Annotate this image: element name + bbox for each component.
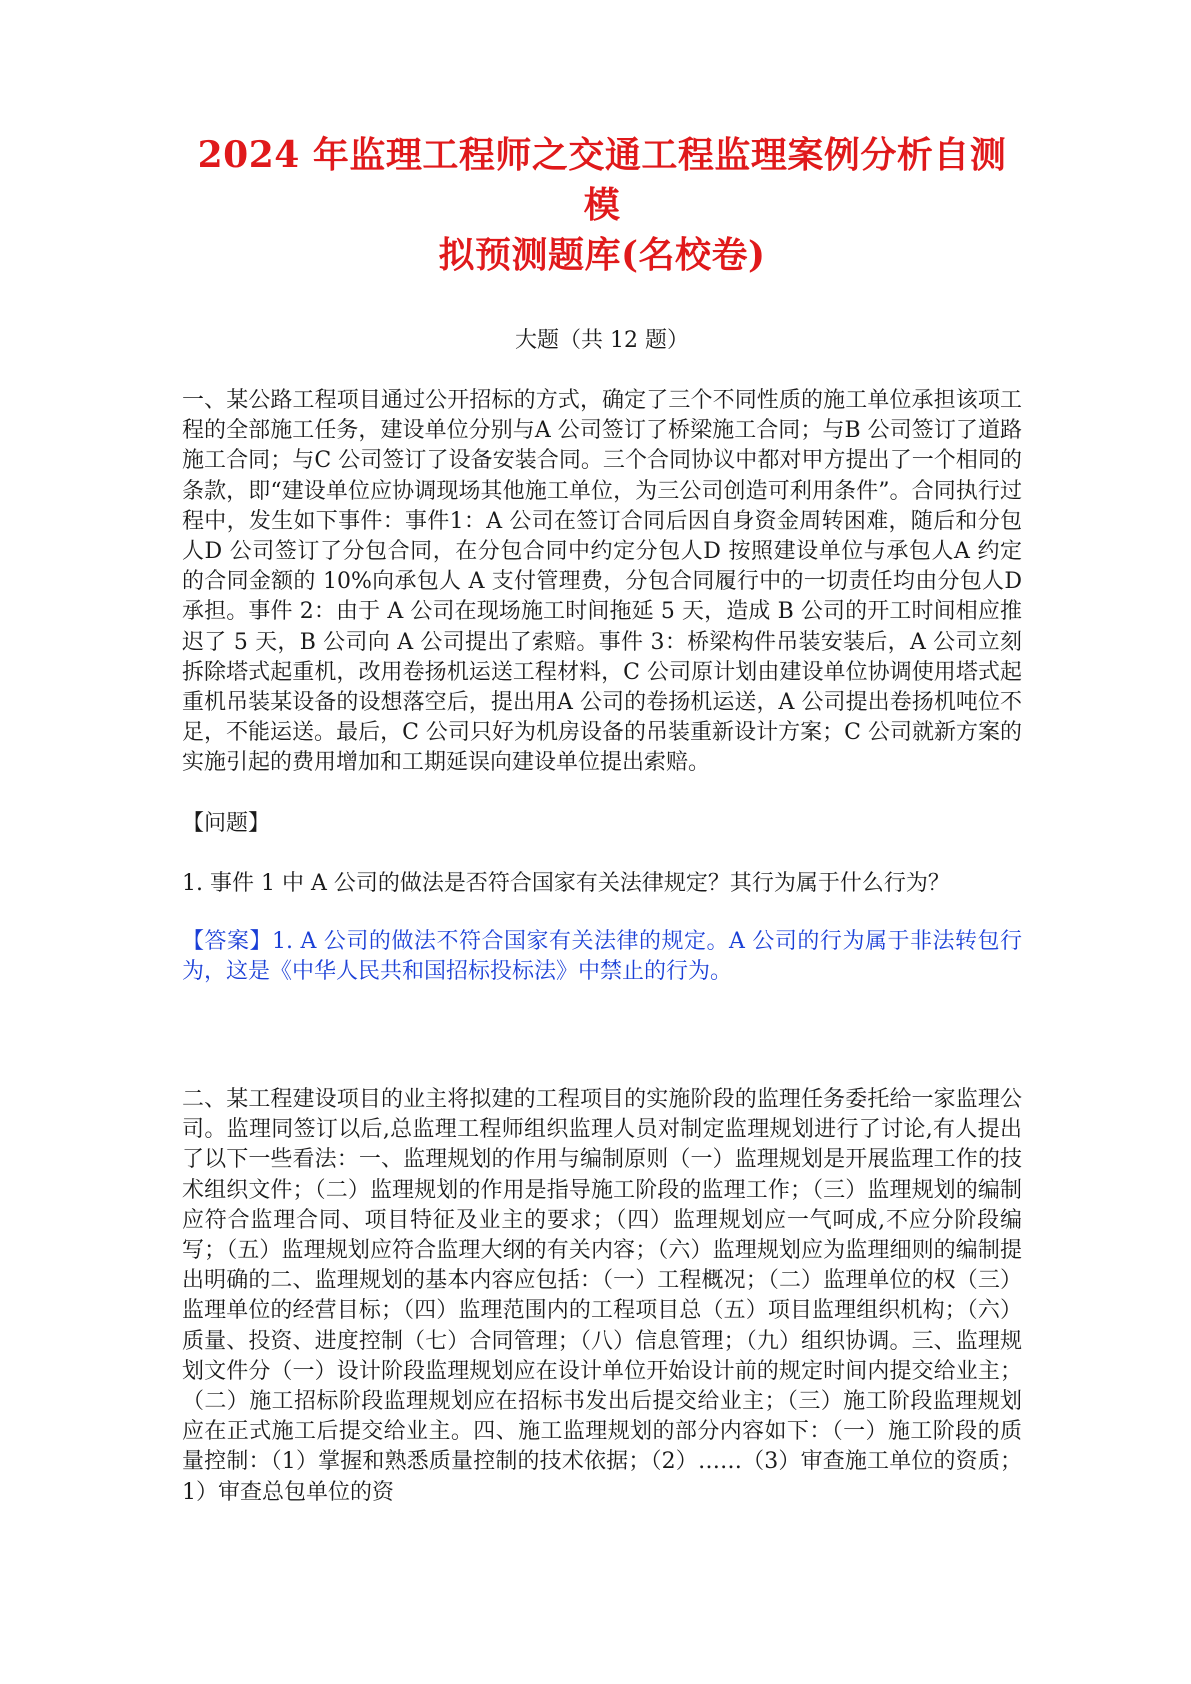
answer-text: 1. A 公司的做法不符合国家有关法律的规定。A 公司的行为属于非法转包行为，这是《中华人民共和国招标投标法》中禁止的行为。 [182, 928, 1022, 984]
question-block-2 [182, 1085, 1022, 1508]
document-page [182, 130, 1022, 1508]
document-title [182, 130, 1022, 280]
document-title-line2: 拟预测题库(名校卷) [438, 234, 766, 276]
question-2-text: 二、某工程建设项目的业主将拟建的工程项目的实施阶段的监理任务委托给一家监理公司。监理同签订以后,总监理工程师组织监理人员对制定监理规划进行了讨论,有人提出了以下一些看法：一、监理规划的作用与编制原则（一）监理规划是开展监理工作的技术组织文件；（二）监理规划的作用是指导施工阶段的监理工作；（三）监理规划的编制应符合监理合同、项目特征及业主的要求；（四）监理规划应一气呵成,不应分阶段编写；（五）监理规划应符合监理大纲的有关内容；（六）监理规划应为监理细则的编制提出明确的二、监理规划的基本内容应包括：（一）工程概况；（二）监理单位的权（三）监理单位的经营目标；（四）监理范围内的工程项目总（五）项目监理组织机构；（六）质量、投资、进度控制（七）合同管理；（八）信息管理；（九）组织协调。三、监理规划文件分（一）设计阶段监理规划应在设计单位开始设计前的规定时间内提交给业主；（二）施工招标阶段监理规划应在招标书发出后提交给业主；（三）施工阶段监理规划应在正式施工后提交给业主。四、施工监理规划的部分内容如下：（一）施工阶段的质量控制：（1）掌握和熟悉质量控制的技术依据；（2）……（3）审查施工单位的资质；1）审查总包单位的资 [182, 1087, 1022, 1505]
question-1-tag: 【问题】 [182, 810, 271, 836]
question-block-1 [182, 386, 1022, 987]
question-1-item: 1. 事件 1 中 A 公司的做法是否符合国家有关法律规定？其行为属于什么行为？ [182, 870, 950, 896]
question-1-answer [182, 927, 1022, 987]
answer-label: 【答案】 [182, 928, 273, 954]
question-1-text: 一、某公路工程项目通过公开招标的方式，确定了三个不同性质的施工单位承担该项工程的全部施工任务，建设单位分别与A 公司签订了桥梁施工合同；与B 公司签订了道路施工合同；与C 公司签订了设备安装合同。三个合同协议中都对甲方提出了一个相同的条款，即“建设单位应协调现场其他施工单位，为三公司创造可利用条件”。合同执行过程中，发生如下事件：事件1：A 公司在签订合同后因自身资金周转困难，随后和分包人D 公司签订了分包合同，在分包合同中约定分包人D 按照建设单位与承包人A 约定的合同金额的 10%向承包人 A 支付管理费，分包合同履行中的一切责任均由分包人D 承担。事件 2：由于 A 公司在现场施工时间拖延 5 天，造成 B 公司的开工时间相应推迟了 5 天，B 公司向 A 公司提出了索赔。事件 3：桥梁构件吊装安装后，A 公司立刻拆除塔式起重机，改用卷扬机运送工程材料，C 公司原计划由建设单位协调使用塔式起重机吊装某设备的设想落空后，提出用A 公司的卷扬机运送，A 公司提出卷扬机吨位不足，不能运送。最后，C 公司只好为机房设备的吊装重新设计方案；C 公司就新方案的实施引起的费用增加和工期延误向建设单位提出索赔。 [182, 388, 1022, 776]
section-heading: 大题（共 12 题） [515, 328, 689, 353]
document-title-line1: 2024 年监理工程师之交通工程监理案例分析自测模 [197, 134, 1007, 226]
